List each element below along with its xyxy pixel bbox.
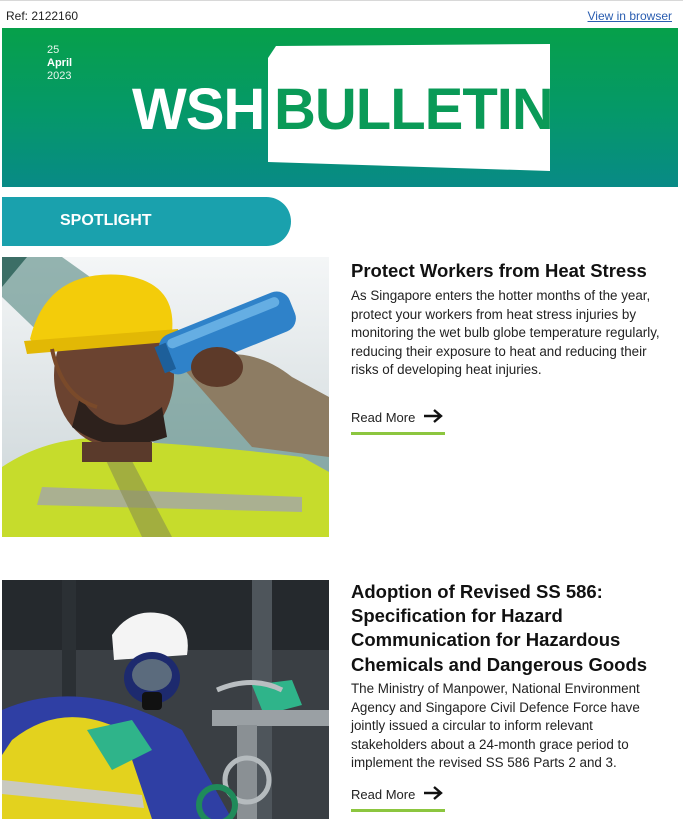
issue-year: 2023: [47, 70, 72, 82]
view-in-browser-link[interactable]: View in browser: [587, 9, 672, 23]
arrow-right-icon: [424, 786, 444, 800]
worker-drinking-water-photo: [2, 257, 329, 537]
read-more-link[interactable]: [351, 406, 445, 430]
section-label-pill: [2, 197, 291, 246]
worker-hazmat-gear-photo: [2, 580, 329, 819]
section-label: SPOTLIGHT: [60, 212, 152, 229]
read-more-underline: [351, 809, 445, 812]
read-more-link[interactable]: [351, 783, 445, 807]
arrow-right-icon: [424, 409, 444, 423]
article-title[interactable]: Protect Workers from Heat Stress: [351, 260, 647, 281]
reference-number: Ref: 2122160: [6, 9, 79, 23]
bulletin-banner: [2, 28, 678, 187]
issue-month: April: [47, 57, 73, 69]
banner-title-bulletin: BULLETIN: [274, 77, 553, 142]
article-photo: [2, 580, 329, 819]
article-summary: The Ministry of Manpower, National Environment Agency and Singapore Civil Defence Force have jointly issued a circular to inform relevant stakeholders about a 24-month grace period to implement the revised SS 586 Parts 2 and 3.: [351, 681, 640, 771]
read-more-label: Read More: [351, 787, 416, 802]
banner-title-wsh: WSH: [132, 77, 265, 142]
article-title[interactable]: Adoption of Revised SS 586: Specification for Hazard Communication for Hazardous Chemicals and Dangerous Goods: [351, 581, 648, 675]
issue-date: [47, 44, 72, 83]
article-summary: As Singapore enters the hotter months of the year, protect your workers from heat stress injuries by monitoring the wet bulb globe temperature regularly, reducing their exposure to heat and reducing their risks of developing heat injuries.: [351, 288, 660, 378]
article-photo: [2, 257, 329, 537]
read-more-label: Read More: [351, 410, 416, 425]
issue-day: 25: [47, 44, 60, 56]
read-more-underline: [351, 432, 445, 435]
top-bar: [0, 0, 683, 29]
